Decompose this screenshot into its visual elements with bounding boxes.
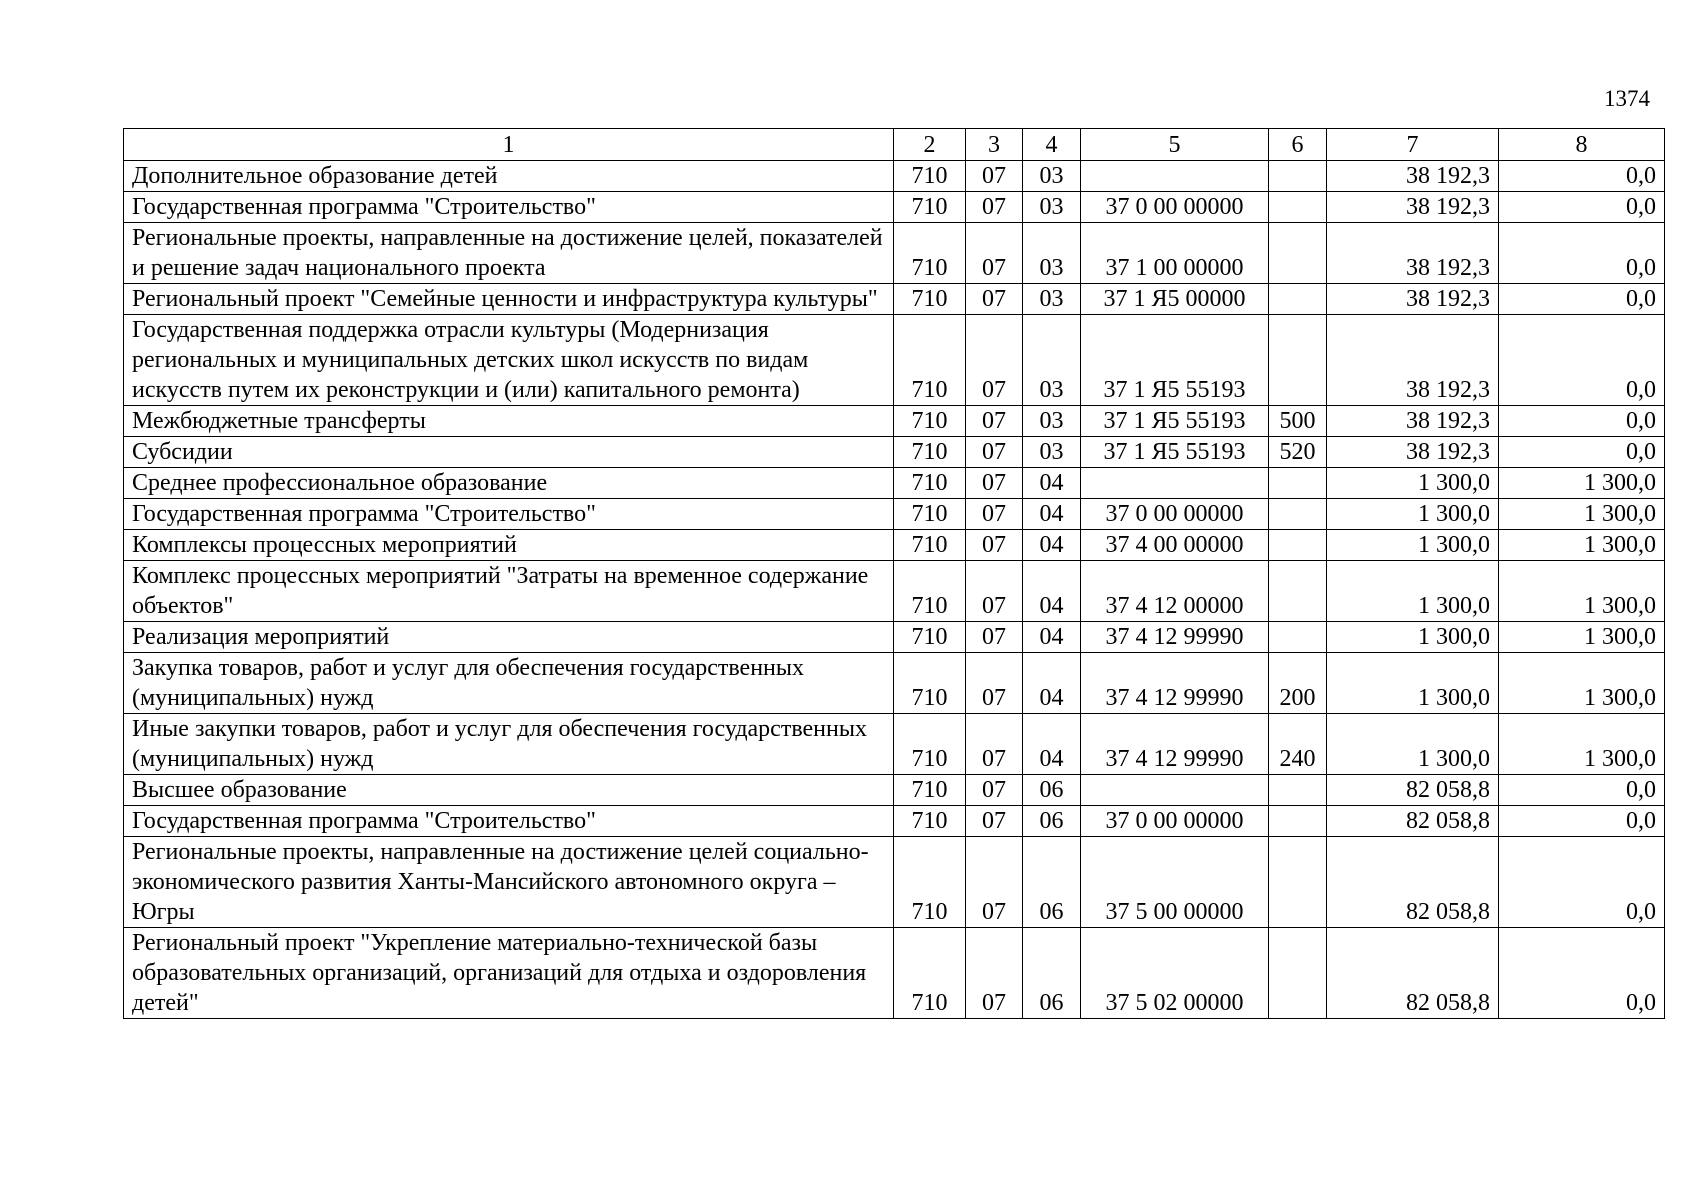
row-code-4-cell: 03 (1023, 315, 1081, 406)
row-code-3-cell: 07 (966, 284, 1023, 315)
row-code-3-cell: 07 (966, 161, 1023, 192)
budget-table (123, 128, 1665, 1019)
row-amount-8-cell: 1 300,0 (1499, 622, 1665, 653)
row-code-6-cell: 200 (1269, 653, 1327, 714)
row-amount-7-cell: 1 300,0 (1327, 622, 1499, 653)
row-code-4-cell: 04 (1023, 622, 1081, 653)
row-code-2-cell: 710 (894, 928, 966, 1019)
row-code-4-cell: 04 (1023, 653, 1081, 714)
row-code-5-cell: 37 4 12 99990 (1081, 622, 1269, 653)
row-name-cell: Субсидии (124, 437, 894, 468)
row-name-cell: Государственная программа "Строительство" (124, 499, 894, 530)
row-amount-7-cell: 1 300,0 (1327, 468, 1499, 499)
row-code-6-cell (1269, 284, 1327, 315)
row-amount-7-cell: 38 192,3 (1327, 161, 1499, 192)
row-amount-7-cell: 38 192,3 (1327, 437, 1499, 468)
row-code-3-cell: 07 (966, 530, 1023, 561)
row-code-3-cell: 07 (966, 223, 1023, 284)
row-code-4-cell: 06 (1023, 806, 1081, 837)
row-code-3-cell: 07 (966, 315, 1023, 406)
row-amount-8-cell: 0,0 (1499, 284, 1665, 315)
row-code-2-cell: 710 (894, 315, 966, 406)
row-amount-7-cell: 38 192,3 (1327, 284, 1499, 315)
row-amount-8-cell: 1 300,0 (1499, 714, 1665, 775)
row-code-6-cell (1269, 622, 1327, 653)
row-code-2-cell: 710 (894, 406, 966, 437)
row-code-4-cell: 03 (1023, 223, 1081, 284)
row-amount-8-cell: 0,0 (1499, 437, 1665, 468)
row-amount-8-cell: 0,0 (1499, 161, 1665, 192)
row-code-5-cell: 37 4 12 00000 (1081, 561, 1269, 622)
row-code-3-cell: 07 (966, 928, 1023, 1019)
row-code-3-cell: 07 (966, 499, 1023, 530)
table-row (124, 192, 1665, 223)
row-amount-8-cell: 1 300,0 (1499, 653, 1665, 714)
table-row (124, 530, 1665, 561)
row-name-cell: Государственная программа "Строительство" (124, 806, 894, 837)
row-code-5-cell: 37 1 Я5 55193 (1081, 406, 1269, 437)
row-code-5-cell: 37 0 00 00000 (1081, 192, 1269, 223)
table-row (124, 406, 1665, 437)
column-header-7: 7 (1327, 129, 1499, 161)
row-code-6-cell (1269, 561, 1327, 622)
row-code-6-cell: 520 (1269, 437, 1327, 468)
row-code-5-cell (1081, 161, 1269, 192)
row-code-6-cell (1269, 161, 1327, 192)
row-amount-8-cell: 0,0 (1499, 775, 1665, 806)
row-code-3-cell: 07 (966, 406, 1023, 437)
row-code-2-cell: 710 (894, 806, 966, 837)
table-row (124, 315, 1665, 406)
column-header-2: 2 (894, 129, 966, 161)
row-name-cell: Межбюджетные трансферты (124, 406, 894, 437)
table-row (124, 653, 1665, 714)
row-code-3-cell: 07 (966, 468, 1023, 499)
table-row (124, 928, 1665, 1019)
table-row (124, 775, 1665, 806)
row-code-4-cell: 04 (1023, 468, 1081, 499)
row-code-3-cell: 07 (966, 837, 1023, 928)
row-code-4-cell: 03 (1023, 284, 1081, 315)
row-amount-7-cell: 38 192,3 (1327, 192, 1499, 223)
row-name-cell: Региональный проект "Семейные ценности и инфраструктура культуры" (124, 284, 894, 315)
row-code-4-cell: 06 (1023, 928, 1081, 1019)
row-code-2-cell: 710 (894, 622, 966, 653)
table-row (124, 561, 1665, 622)
row-name-cell: Реализация мероприятий (124, 622, 894, 653)
row-amount-7-cell: 1 300,0 (1327, 714, 1499, 775)
table-header-row (124, 129, 1665, 161)
row-amount-7-cell: 1 300,0 (1327, 561, 1499, 622)
row-code-4-cell: 04 (1023, 561, 1081, 622)
row-code-5-cell: 37 4 12 99990 (1081, 653, 1269, 714)
row-code-5-cell: 37 5 02 00000 (1081, 928, 1269, 1019)
column-header-6: 6 (1269, 129, 1327, 161)
row-amount-8-cell: 0,0 (1499, 223, 1665, 284)
row-name-cell: Закупка товаров, работ и услуг для обеспечения государственных (муниципальных) нужд (124, 653, 894, 714)
row-amount-8-cell: 0,0 (1499, 315, 1665, 406)
row-amount-7-cell: 38 192,3 (1327, 223, 1499, 284)
column-header-8: 8 (1499, 129, 1665, 161)
row-code-3-cell: 07 (966, 437, 1023, 468)
row-code-6-cell (1269, 806, 1327, 837)
row-amount-7-cell: 82 058,8 (1327, 928, 1499, 1019)
row-code-6-cell (1269, 530, 1327, 561)
row-amount-7-cell: 82 058,8 (1327, 775, 1499, 806)
row-amount-8-cell: 0,0 (1499, 406, 1665, 437)
row-code-2-cell: 710 (894, 530, 966, 561)
table-row (124, 437, 1665, 468)
row-code-4-cell: 03 (1023, 406, 1081, 437)
row-code-5-cell (1081, 468, 1269, 499)
row-amount-7-cell: 82 058,8 (1327, 837, 1499, 928)
row-code-2-cell: 710 (894, 284, 966, 315)
row-code-3-cell: 07 (966, 192, 1023, 223)
row-code-2-cell: 710 (894, 161, 966, 192)
row-name-cell: Высшее образование (124, 775, 894, 806)
row-code-5-cell: 37 1 00 00000 (1081, 223, 1269, 284)
table-row (124, 837, 1665, 928)
table-row (124, 622, 1665, 653)
row-code-4-cell: 03 (1023, 192, 1081, 223)
table-row (124, 468, 1665, 499)
column-header-4: 4 (1023, 129, 1081, 161)
table-row (124, 284, 1665, 315)
row-name-cell: Региональные проекты, направленные на достижение целей, показателей и решение задач национального проекта (124, 223, 894, 284)
row-code-6-cell: 500 (1269, 406, 1327, 437)
row-code-4-cell: 06 (1023, 837, 1081, 928)
row-code-4-cell: 04 (1023, 530, 1081, 561)
row-code-5-cell (1081, 775, 1269, 806)
row-code-2-cell: 710 (894, 837, 966, 928)
table-row (124, 499, 1665, 530)
row-code-6-cell (1269, 837, 1327, 928)
row-code-6-cell (1269, 468, 1327, 499)
row-amount-8-cell: 1 300,0 (1499, 499, 1665, 530)
row-name-cell: Региональный проект "Укрепление материально-технической базы образовательных организаций, организаций для отдыха и оздоровления детей" (124, 928, 894, 1019)
row-amount-8-cell: 0,0 (1499, 806, 1665, 837)
row-code-2-cell: 710 (894, 223, 966, 284)
row-name-cell: Дополнительное образование детей (124, 161, 894, 192)
row-code-5-cell: 37 1 Я5 55193 (1081, 437, 1269, 468)
row-code-6-cell: 240 (1269, 714, 1327, 775)
row-code-5-cell: 37 5 00 00000 (1081, 837, 1269, 928)
row-name-cell: Иные закупки товаров, работ и услуг для обеспечения государственных (муниципальных) нужд (124, 714, 894, 775)
row-code-2-cell: 710 (894, 437, 966, 468)
table-row (124, 161, 1665, 192)
row-code-2-cell: 710 (894, 468, 966, 499)
row-code-4-cell: 03 (1023, 437, 1081, 468)
row-amount-7-cell: 82 058,8 (1327, 806, 1499, 837)
row-code-5-cell: 37 4 00 00000 (1081, 530, 1269, 561)
page-number: 1374 (1604, 86, 1650, 111)
row-code-4-cell: 04 (1023, 499, 1081, 530)
row-amount-8-cell: 1 300,0 (1499, 530, 1665, 561)
row-amount-7-cell: 1 300,0 (1327, 530, 1499, 561)
column-header-5: 5 (1081, 129, 1269, 161)
column-header-1: 1 (124, 129, 894, 161)
table-row (124, 714, 1665, 775)
row-amount-8-cell: 0,0 (1499, 192, 1665, 223)
row-amount-7-cell: 38 192,3 (1327, 315, 1499, 406)
row-amount-8-cell: 0,0 (1499, 837, 1665, 928)
row-code-2-cell: 710 (894, 192, 966, 223)
row-name-cell: Государственная программа "Строительство" (124, 192, 894, 223)
row-code-2-cell: 710 (894, 714, 966, 775)
row-code-2-cell: 710 (894, 775, 966, 806)
row-code-2-cell: 710 (894, 561, 966, 622)
row-name-cell: Государственная поддержка отрасли культуры (Модернизация региональных и муниципальных детских школ искусств по видам искусств путем их реконструкции и (или) капитального ремонта) (124, 315, 894, 406)
row-code-3-cell: 07 (966, 806, 1023, 837)
row-code-5-cell: 37 0 00 00000 (1081, 806, 1269, 837)
row-code-2-cell: 710 (894, 653, 966, 714)
row-code-6-cell (1269, 775, 1327, 806)
row-code-2-cell: 710 (894, 499, 966, 530)
row-code-6-cell (1269, 192, 1327, 223)
row-amount-8-cell: 0,0 (1499, 928, 1665, 1019)
row-amount-8-cell: 1 300,0 (1499, 468, 1665, 499)
row-code-3-cell: 07 (966, 653, 1023, 714)
row-code-5-cell: 37 1 Я5 00000 (1081, 284, 1269, 315)
row-code-6-cell (1269, 315, 1327, 406)
row-amount-7-cell: 1 300,0 (1327, 653, 1499, 714)
row-code-3-cell: 07 (966, 775, 1023, 806)
row-code-4-cell: 04 (1023, 714, 1081, 775)
row-code-5-cell: 37 1 Я5 55193 (1081, 315, 1269, 406)
row-code-6-cell (1269, 499, 1327, 530)
column-header-3: 3 (966, 129, 1023, 161)
row-code-4-cell: 03 (1023, 161, 1081, 192)
row-code-5-cell: 37 4 12 99990 (1081, 714, 1269, 775)
table-body (124, 161, 1665, 1019)
row-code-6-cell (1269, 928, 1327, 1019)
row-code-5-cell: 37 0 00 00000 (1081, 499, 1269, 530)
row-code-3-cell: 07 (966, 714, 1023, 775)
row-amount-7-cell: 38 192,3 (1327, 406, 1499, 437)
row-name-cell: Среднее профессиональное образование (124, 468, 894, 499)
row-name-cell: Комплекс процессных мероприятий "Затраты на временное содержание объектов" (124, 561, 894, 622)
table-row (124, 806, 1665, 837)
row-name-cell: Комплексы процессных мероприятий (124, 530, 894, 561)
row-code-3-cell: 07 (966, 622, 1023, 653)
row-amount-7-cell: 1 300,0 (1327, 499, 1499, 530)
table-row (124, 223, 1665, 284)
row-code-3-cell: 07 (966, 561, 1023, 622)
row-code-4-cell: 06 (1023, 775, 1081, 806)
row-name-cell: Региональные проекты, направленные на достижение целей социально-экономического развития Ханты-Мансийского автономного округа – Югры (124, 837, 894, 928)
row-code-6-cell (1269, 223, 1327, 284)
row-amount-8-cell: 1 300,0 (1499, 561, 1665, 622)
